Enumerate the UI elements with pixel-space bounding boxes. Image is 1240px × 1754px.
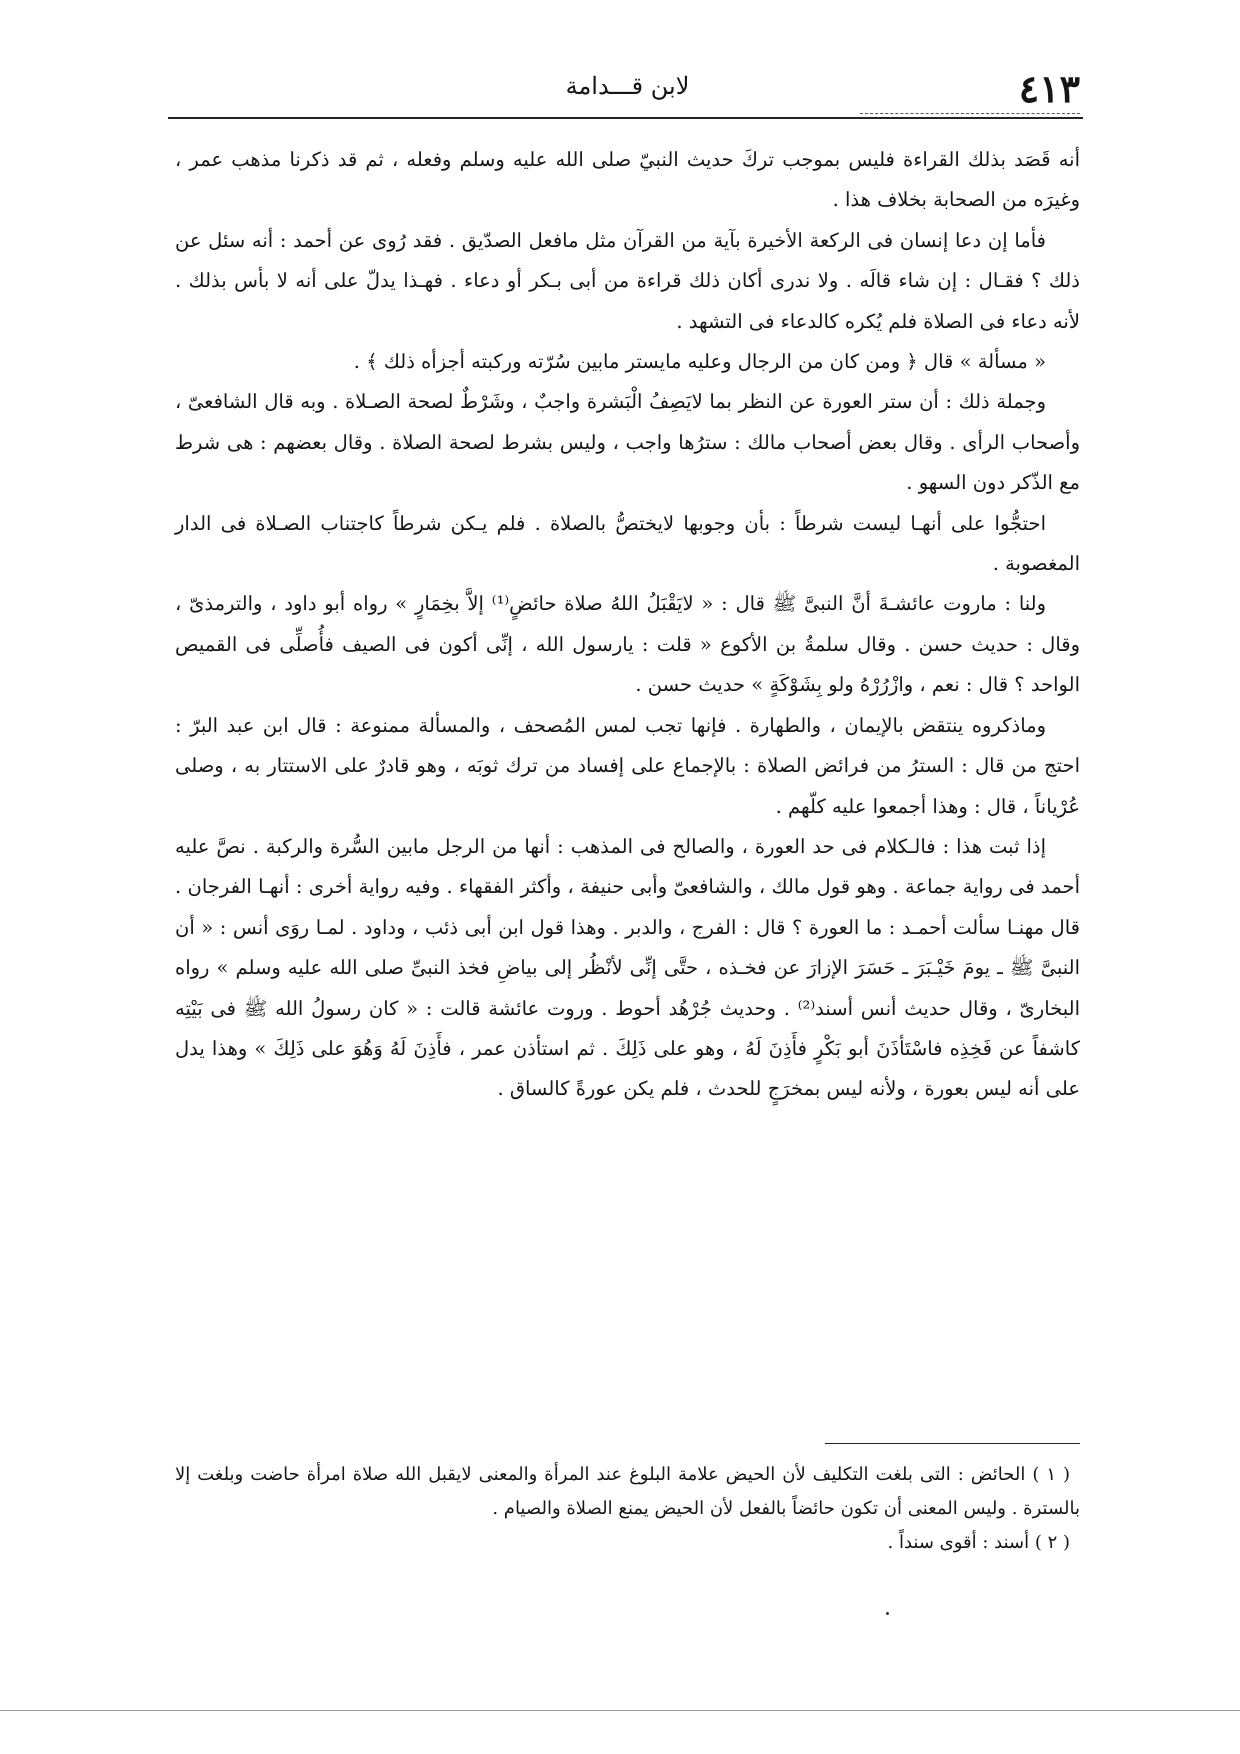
scan-edge-line: [0, 1710, 1240, 1711]
main-text: [175, 140, 1080, 1110]
footnotes: [175, 1458, 1080, 1560]
footnote: ( ١ ) الحائض : التى بلغت التكليف لأن الحيض علامة البلوغ عند المرأة والمعنى لايقبل الله صلاة امرأة حاضت وبلغت إلا بالسترة . وليس المعنى أن تكون حائضاً بالفعل لأن الحيض يمنع الصلاة والصيام .: [175, 1464, 1080, 1519]
page-number: ٤١٣: [1018, 66, 1080, 111]
paragraph: وجملة ذلك : أن ستر العورة عن النظر بما لايَصِفُ الْبَشرة واجبٌ ، وشَرْطٌ لصحة الصـلاة . وبه قال الشافعىّ ، وأصحاب الرأى . وقال بعض أصحاب مالك : سترُها واجب ، وليس بشرط لصحة الصلاة . وقال بعضهم : هى شرط مع الذّكر دون السهو .: [175, 390, 1080, 495]
header-rule: [168, 117, 1083, 119]
paragraph: احتجُّوا على أنهـا ليست شرطاً : بأن وجوبها لايختصُّ بالصلاة . فلم يـكن شرطاً كاجتناب الصـلاة فى الدار المغصوبة .: [175, 511, 1080, 576]
footnote: ( ٢ ) أسند : أقوى سنداً .: [887, 1532, 1070, 1553]
running-title: لابن قـــدامة: [565, 72, 690, 100]
page-header: [175, 62, 1080, 112]
paragraph: إذا ثبت هذا : فالـكلام فى حد العورة ، والصالح فى المذهب : أنها من الرجل مابين السُّرة والركبة . نصَّ عليه أحمد فى رواية جماعة . وهو قول مالك ، والشافعىّ وأبى حنيفة ، وأكثر الفقهاء . وفيه رواية أخرى : أنهـا الفرجان . قال مهنـا سألت أحمـد : ما العورة ؟ قال : الفرج ، والدبر . وهذا قول ابن أبى ذئب ، وداود . لمـا روَى أنس : « أن النبىَّ ﷺ ـ يومَ خَيْـبَرَ ـ حَسَرَ الإزارَ عن فخـذه ، حتَّى إنِّى لأنْظُر إلى بياضِ فخذ النبىِّ صلى الله عليه وسلم » رواه البخارىّ ، وقال حديث أنس أسند⁽²⁾ . وحديث جُرْهُد أحوط . وروت عائشة قالت : « كان رسولُ الله ﷺ فى بَيْتِه كاشفاً عن فَخِذِه فاسْتَأذَنَ أبو بَكْرٍ فأَذِنَ لَهُ ، وهو على ذَلِكَ . ثم استأذن عمر ، فأَذِنَ لَهُ وَهُوَ على ذَلِكَ » وهذا يدل على أنه ليس بعورة ، ولأنه ليس بمخرَجٍ للحدث ، فلم يكن عورةً كالساق .: [175, 834, 1080, 1101]
paragraph: ولنا : ماروت عائشـةَ أنَّ النبىَّ ﷺ قال : « لايَقْبَلُ اللهُ صلاة حائضٍ⁽¹⁾ إلاَّ بخِمَارٍ » رواه أبو داود ، والترمذىّ ، وقال : حديث حسن . وقال سلمةُ بن الأكوع « قلت : يارسول الله ، إنِّى أكون فى الصيف فأُصلِّى فى القميص الواحد ؟ قال : نعم ، وازْرُرْهُ ولو بِشَوْكَةٍ » حديث حسن .: [175, 592, 1080, 697]
ink-dot: [886, 1612, 889, 1615]
footnote-separator: [825, 1443, 1080, 1444]
paragraph: فأما إن دعا إنسان فى الركعة الأخيرة بآية من القرآن مثل مافعل الصدّيق . فقد رُوى عن أحمد : أنه سئل عن ذلك ؟ فقـال : إن شاء قالَه . ولا ندرى أكان ذلك قراءة من أبى بـكر أو دعاء . فهـذا يدلّ على أنه لا بأس بذلك . لأنه دعاء فى الصلاة فلم يُكره كالدعاء فى التشهد .: [175, 228, 1080, 333]
header-dashed-rule: [860, 113, 1080, 114]
paragraph: وماذكروه ينتقض بالإيمان ، والطهارة . فإنها تجب لمس المُصحف ، والمسألة ممنوعة : قال ابن عبد البرّ : احتج من قال : السترُ من فرائض الصلاة : بالإجماع على إفساد من ترك ثوبَه ، وهو قادرٌ على الاستتار به ، وصلى عُرْياناً ، قال : وهذا أجمعوا عليه كلّهم .: [175, 713, 1080, 818]
paragraph: « مسألة » قال ﴿ ومن كان من الرجال وعليه مايستر مابين سُرّته وركبته أجزأه ذلك ﴾ .: [353, 350, 1046, 374]
paragraph: أنه قَصَد بذلك القراءة فليس بموجب تركَ حديث النبيّ صلى الله عليه وسلم وفعله ، ثم قد ذكرنا مذهب عمر ، وغيرَه من الصحابة بخلاف هذا .: [175, 148, 1080, 212]
